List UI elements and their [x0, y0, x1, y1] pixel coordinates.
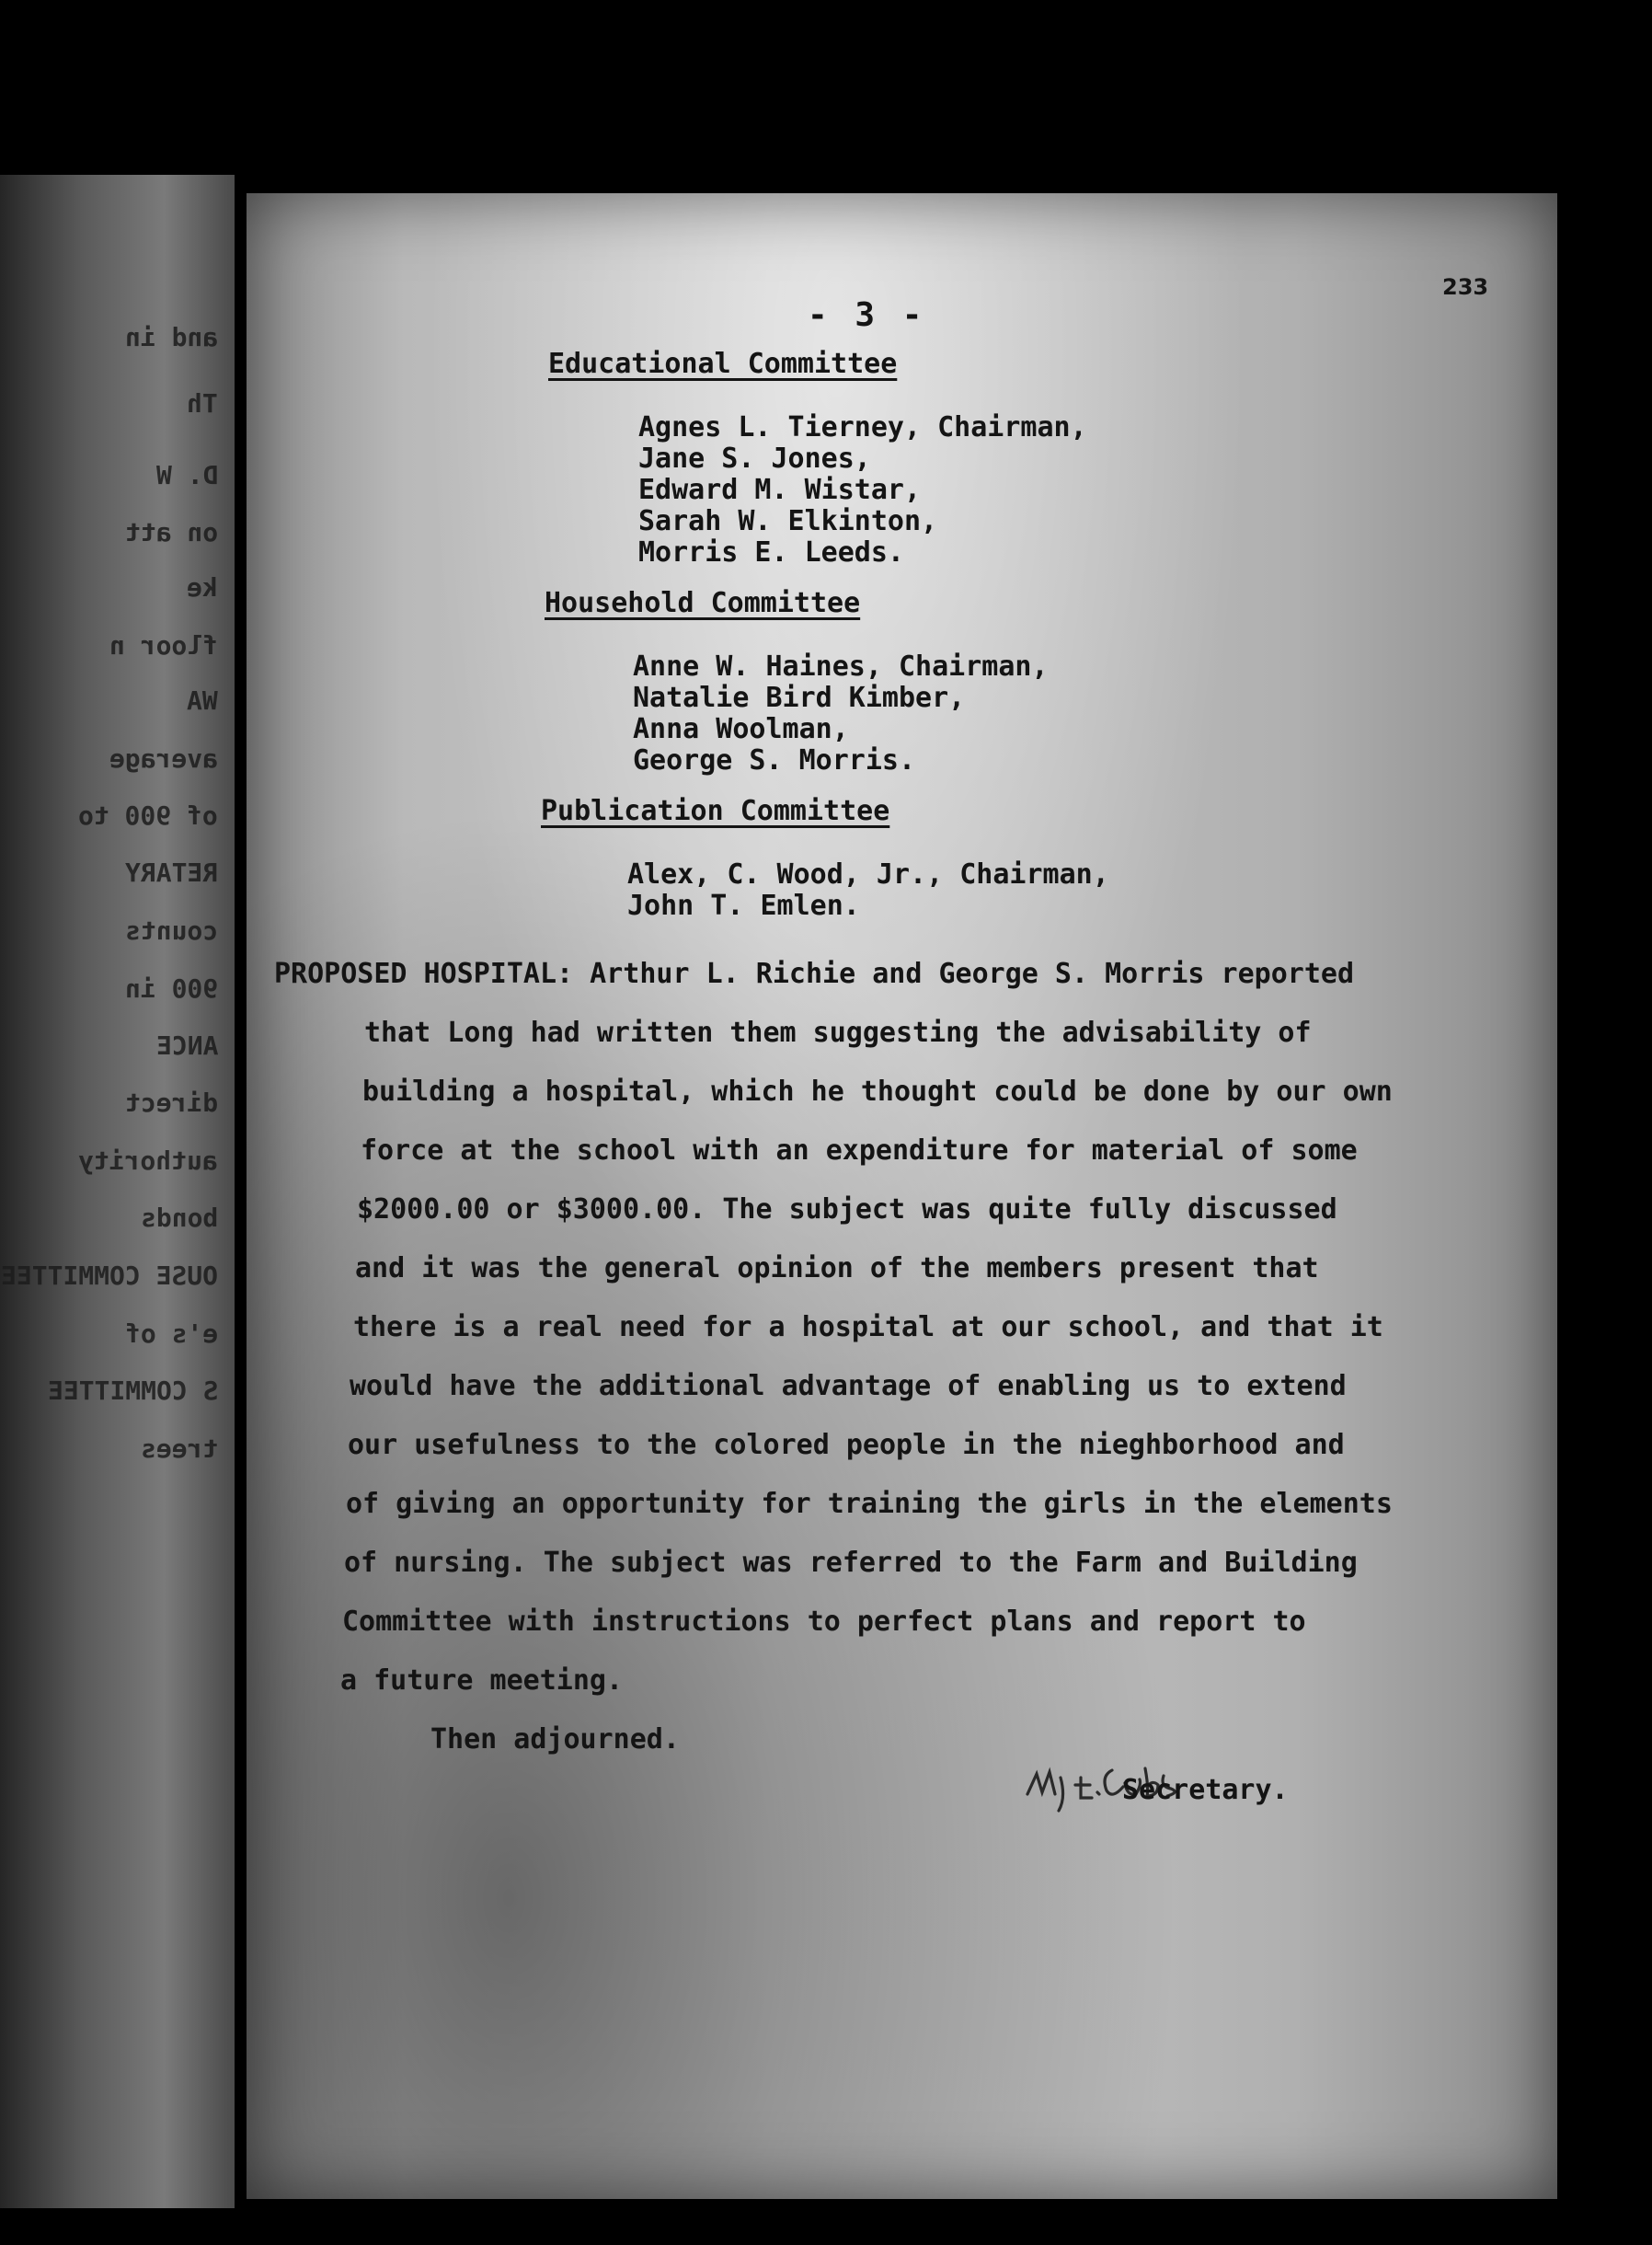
minutes-line: $2000.00 or $3000.00. The subject was quite fully discussed: [357, 1193, 1337, 1226]
secretary-title: Secretary.: [1122, 1774, 1289, 1806]
committee-member: Natalie Bird Kimber,: [633, 682, 966, 714]
committee-member: Agnes L. Tierney, Chairman,: [638, 411, 1087, 443]
left-page-fragment: authority: [78, 1146, 218, 1176]
left-page-fragment: S COMMITTEE: [47, 1376, 218, 1406]
minutes-line: a future meeting.: [340, 1664, 624, 1697]
committee-member: Alex, C. Wood, Jr., Chairman,: [627, 858, 1109, 891]
document-page: [247, 193, 1557, 2199]
left-page-fragment: direct: [124, 1088, 218, 1118]
committee-member: Morris E. Leeds.: [638, 536, 904, 569]
minutes-line: would have the additional advantage of enabling us to extend: [350, 1370, 1347, 1402]
left-page-fragment: and in: [124, 322, 218, 352]
left-page-fragment: RETARY: [124, 858, 218, 888]
left-page-fragment: average: [109, 743, 218, 774]
left-page-fragment: 900 in: [124, 973, 218, 1004]
minutes-line: there is a real need for a hospital at our school, and that it: [353, 1311, 1383, 1343]
left-page-fragment: ANCE: [155, 1030, 218, 1061]
minutes-line: of nursing. The subject was referred to the Farm and Building: [344, 1547, 1358, 1579]
publication-committee-heading: Publication Committee: [541, 795, 890, 827]
adjourned-line: Then adjourned.: [430, 1723, 680, 1756]
committee-member: Anne W. Haines, Chairman,: [633, 650, 1049, 683]
left-page-fragment: ke: [187, 572, 218, 603]
left-page-fragment: of 900 to: [78, 800, 218, 831]
minutes-line: that Long had written them suggesting the advisability of: [364, 1017, 1312, 1049]
minutes-line: of giving an opportunity for training the girls in the elements: [346, 1488, 1393, 1520]
left-page-fragment: on att: [124, 517, 218, 547]
left-page-fragment: trees: [140, 1433, 218, 1464]
committee-member: Edward M. Wistar,: [638, 474, 922, 506]
committee-member: John T. Emlen.: [627, 890, 860, 922]
educational-committee-heading: Educational Committee: [548, 348, 898, 380]
left-page-fragment: e's of: [124, 1318, 218, 1349]
committee-member: George S. Morris.: [633, 744, 916, 777]
minutes-line: our usefulness to the colored people in the nieghborhood and: [348, 1429, 1345, 1461]
left-page-fragment: floor n: [109, 630, 218, 661]
committee-member: Anna Woolman,: [633, 713, 849, 745]
folio-number: 233: [1442, 274, 1489, 300]
minutes-line: PROPOSED HOSPITAL: Arthur L. Richie and George S. Morris reported: [274, 958, 1354, 990]
left-page-fragment: OUSE COMMITTEE: [0, 1261, 218, 1291]
household-committee-heading: Household Committee: [545, 587, 861, 619]
minutes-line: force at the school with an expenditure for material of some: [361, 1134, 1358, 1167]
left-page-fragment: counts: [124, 915, 218, 946]
committee-member: Sarah W. Elkinton,: [638, 505, 938, 537]
minutes-line: building a hospital, which he thought could be done by our own: [362, 1076, 1393, 1108]
left-page-fragment: WA: [187, 685, 218, 716]
minutes-line: and it was the general opinion of the members present that: [355, 1252, 1319, 1284]
minutes-line: Committee with instructions to perfect plans and report to: [342, 1606, 1306, 1638]
page-number: - 3 -: [808, 296, 926, 334]
left-page-fragment: D. W: [155, 460, 218, 490]
left-page-fragment: bonds: [140, 1203, 218, 1233]
previous-page-edge: [0, 175, 235, 2208]
left-page-fragment: Th: [187, 388, 218, 419]
committee-member: Jane S. Jones,: [638, 443, 871, 475]
